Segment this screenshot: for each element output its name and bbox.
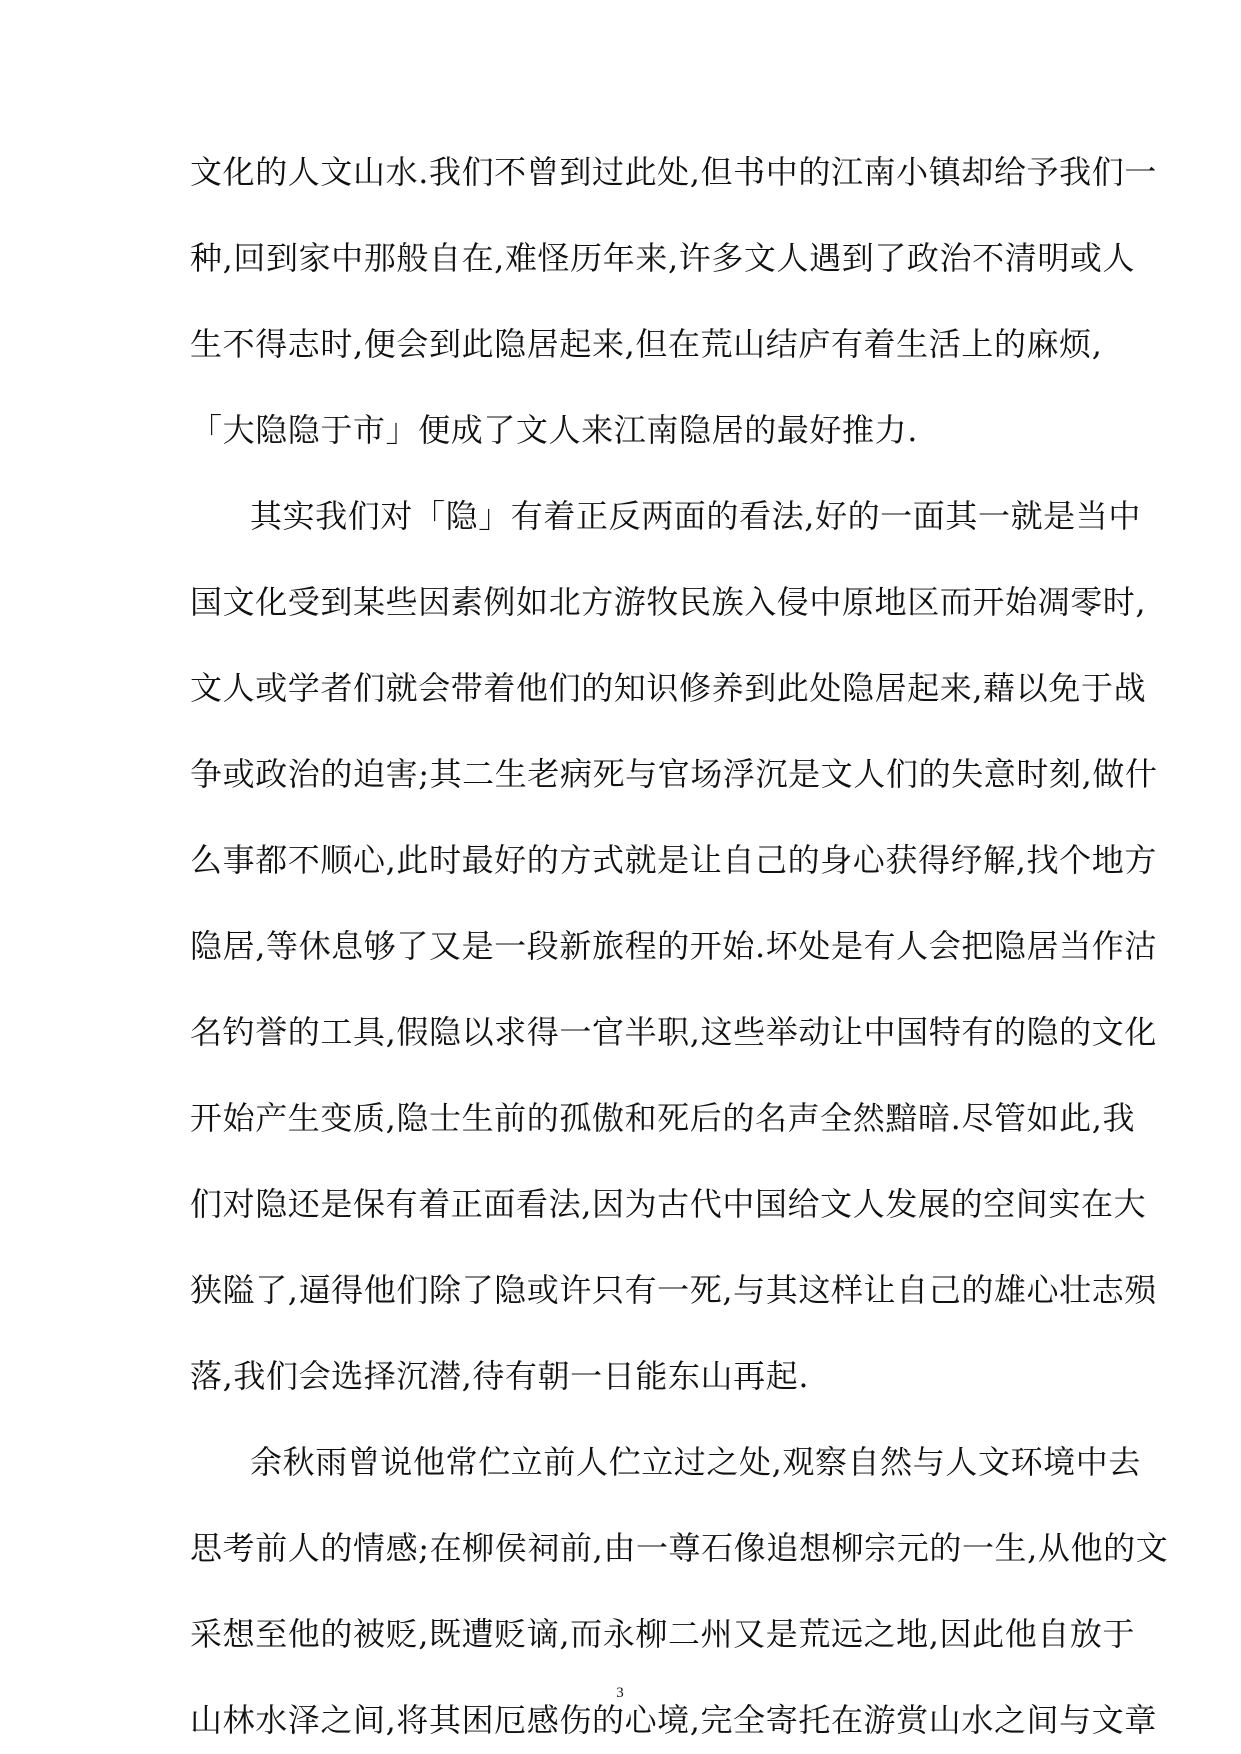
text-line: 名钓誉的工具,假隐以求得一官半职,这些举动让中国特有的隐的文化 (190, 1013, 1157, 1051)
text-line: 采想至他的被贬,既遭贬谪,而永柳二州又是荒远之地,因此他自放于 (190, 1615, 1136, 1653)
text-line: 开始产生变质,隐士生前的孤傲和死后的名声全然黯暗.尽管如此,我 (190, 1099, 1136, 1137)
text-line: 狭隘了,逼得他们除了隐或许只有一死,与其这样让自己的雄心壮志殒 (190, 1271, 1157, 1309)
text-line: 们对隐还是保有着正面看法,因为古代中国给文人发展的空间实在大 (190, 1185, 1147, 1223)
text-line-indented: 其实我们对「隐」有着正反两面的看法,好的一面其一就是当中 (250, 497, 1141, 535)
text-line: 文化的人文山水.我们不曾到过此处,但书中的江南小镇却给予我们一 (190, 153, 1157, 191)
text-line: 思考前人的情感;在柳侯祠前,由一尊石像追想柳宗元的一生,从他的文 (190, 1529, 1169, 1567)
text-line: 么事都不顺心,此时最好的方式就是让自己的身心获得纾解,找个地方 (190, 841, 1157, 879)
text-line: 国文化受到某些因素例如北方游牧民族入侵中原地区而开始凋零时, (190, 583, 1147, 621)
text-line: 山林水泽之间,将其困厄感伤的心境,完全寄托在游赏山水之间与文章 (190, 1701, 1157, 1739)
page-number: 3 (616, 1685, 624, 1701)
text-line: 争或政治的迫害;其二生老病死与官场浮沉是文人们的失意时刻,做什 (190, 755, 1158, 793)
text-line-indented: 余秋雨曾说他常伫立前人伫立过之处,观察自然与人文环境中去 (250, 1443, 1141, 1481)
text-line: 落,我们会选择沉潜,待有朝一日能东山再起. (190, 1357, 810, 1395)
text-line: 生不得志时,便会到此隐居起来,但在荒山结庐有着生活上的麻烦, (190, 325, 1103, 363)
text-line: 隐居,等休息够了又是一段新旅程的开始.坏处是有人会把隐居当作沽 (190, 927, 1157, 965)
text-line: 种,回到家中那般自在,难怪历年来,许多文人遇到了政治不清明或人 (190, 239, 1136, 277)
text-line: 文人或学者们就会带着他们的知识修养到此处隐居起来,藉以免于战 (190, 669, 1147, 707)
text-line: 「大隐隐于市」便成了文人来江南隐居的最好推力. (190, 411, 918, 449)
